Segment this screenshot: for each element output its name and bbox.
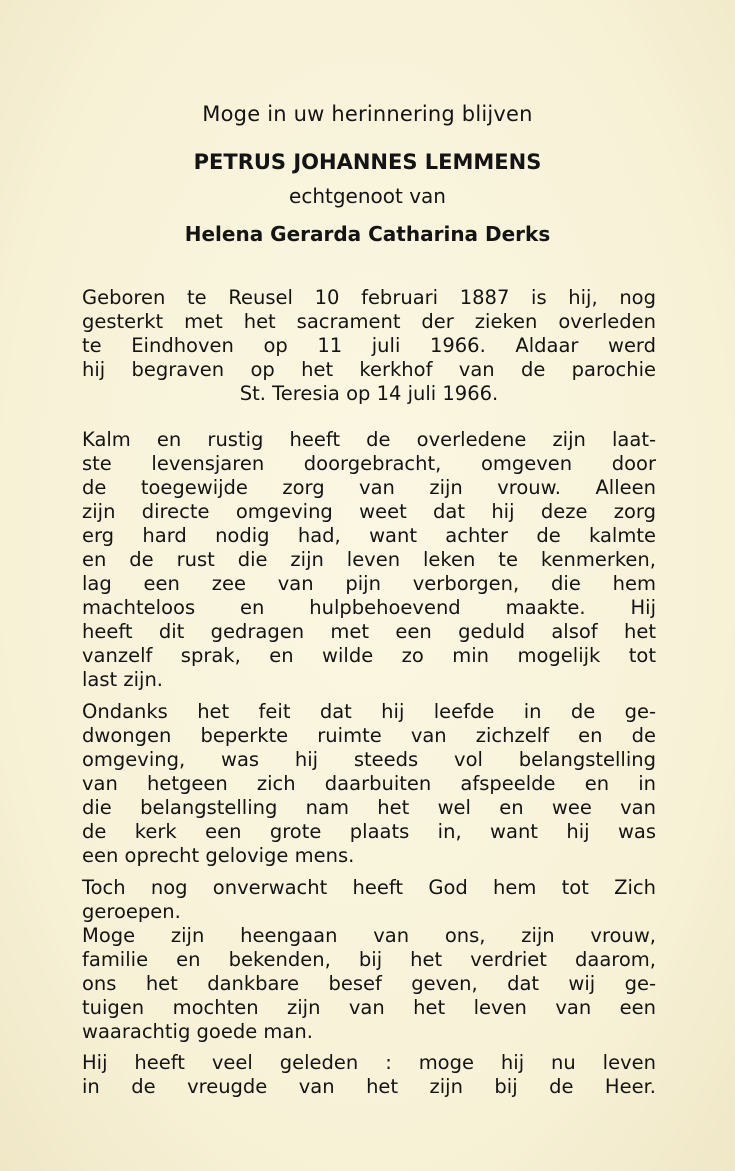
text-line: waarachtig goede man.	[82, 1020, 313, 1043]
paragraph-birth-death	[82, 286, 656, 406]
text-line: Toch nog onverwacht heeft God hem tot Zich	[82, 876, 656, 899]
text-line: tuigen mochten zijn van het leven van een	[82, 996, 656, 1019]
text-line: last zijn.	[82, 668, 163, 691]
text-line: heeft dit gedragen met een geduld alsof het	[82, 620, 656, 643]
text-line: de kerk een grote plaats in, want hij was	[82, 820, 656, 843]
spouse-name: Helena Gerarda Catharina Derks	[184, 222, 551, 246]
text-line: ons het dankbare besef geven, dat wij ge-	[82, 972, 656, 995]
paragraph-last-years	[82, 428, 656, 692]
text-line: dwongen beperkte ruimte van zichzelf en de	[82, 724, 656, 747]
text-line: Geboren te Reusel 10 februari 1887 is hij, nog	[82, 286, 656, 309]
text-line: hij begraven op het kerkhof van de parochie	[82, 358, 656, 381]
text-line: omgeving, was hij steeds vol belangstelling	[82, 748, 656, 771]
text-line: geroepen.	[82, 900, 181, 923]
text-line: die belangstelling nam het wel en wee van	[82, 796, 656, 819]
text-line: ste levensjaren doorgebracht, omgeven door	[82, 452, 656, 475]
text-line: lag een zee van pijn verborgen, die hem	[82, 572, 656, 595]
text-line: vanzelf sprak, en wilde zo min mogelijk tot	[82, 644, 656, 667]
relation-line: echtgenoot van	[289, 184, 446, 208]
text-line: erg hard nodig had, want achter de kalmte	[82, 524, 656, 547]
text-line: en de rust die zijn leven leken te kenmerken,	[82, 548, 656, 571]
text-line: Hij heeft veel geleden : moge hij nu leven	[82, 1051, 656, 1074]
text-line: te Eindhoven op 11 juli 1966. Aldaar werd	[82, 334, 656, 357]
text-line: zijn directe omgeving weet dat hij deze zorg	[82, 500, 656, 523]
intro-line: Moge in uw herinnering blijven	[202, 102, 533, 126]
text-line: in de vreugde van het zijn bij de Heer.	[82, 1075, 656, 1098]
text-line: van hetgeen zich daarbuiten afspeelde en in	[82, 772, 656, 795]
text-line: machteloos en hulpbehoevend maakte. Hij	[82, 596, 656, 619]
text-line: de toegewijde zorg van zijn vrouw. Alleen	[82, 476, 656, 499]
paragraph-closing	[82, 1051, 656, 1099]
text-line: St. Teresia op 14 juli 1966.	[239, 382, 499, 405]
text-line: Moge zijn heengaan van ons, zijn vrouw,	[82, 924, 656, 947]
text-line: Kalm en rustig heeft de overledene zijn laat-	[82, 428, 656, 451]
text-line: een oprecht gelovige mens.	[82, 844, 355, 867]
paragraph-interest-church	[82, 700, 656, 868]
text-line: Ondanks het feit dat hij leefde in de ge-	[82, 700, 656, 723]
text-line: familie en bekenden, bij het verdriet daarom,	[82, 948, 656, 971]
text-line: gesterkt met het sacrament der zieken overleden	[82, 310, 656, 333]
paragraph-called-home	[82, 876, 656, 1044]
deceased-name: PETRUS JOHANNES LEMMENS	[193, 150, 542, 174]
